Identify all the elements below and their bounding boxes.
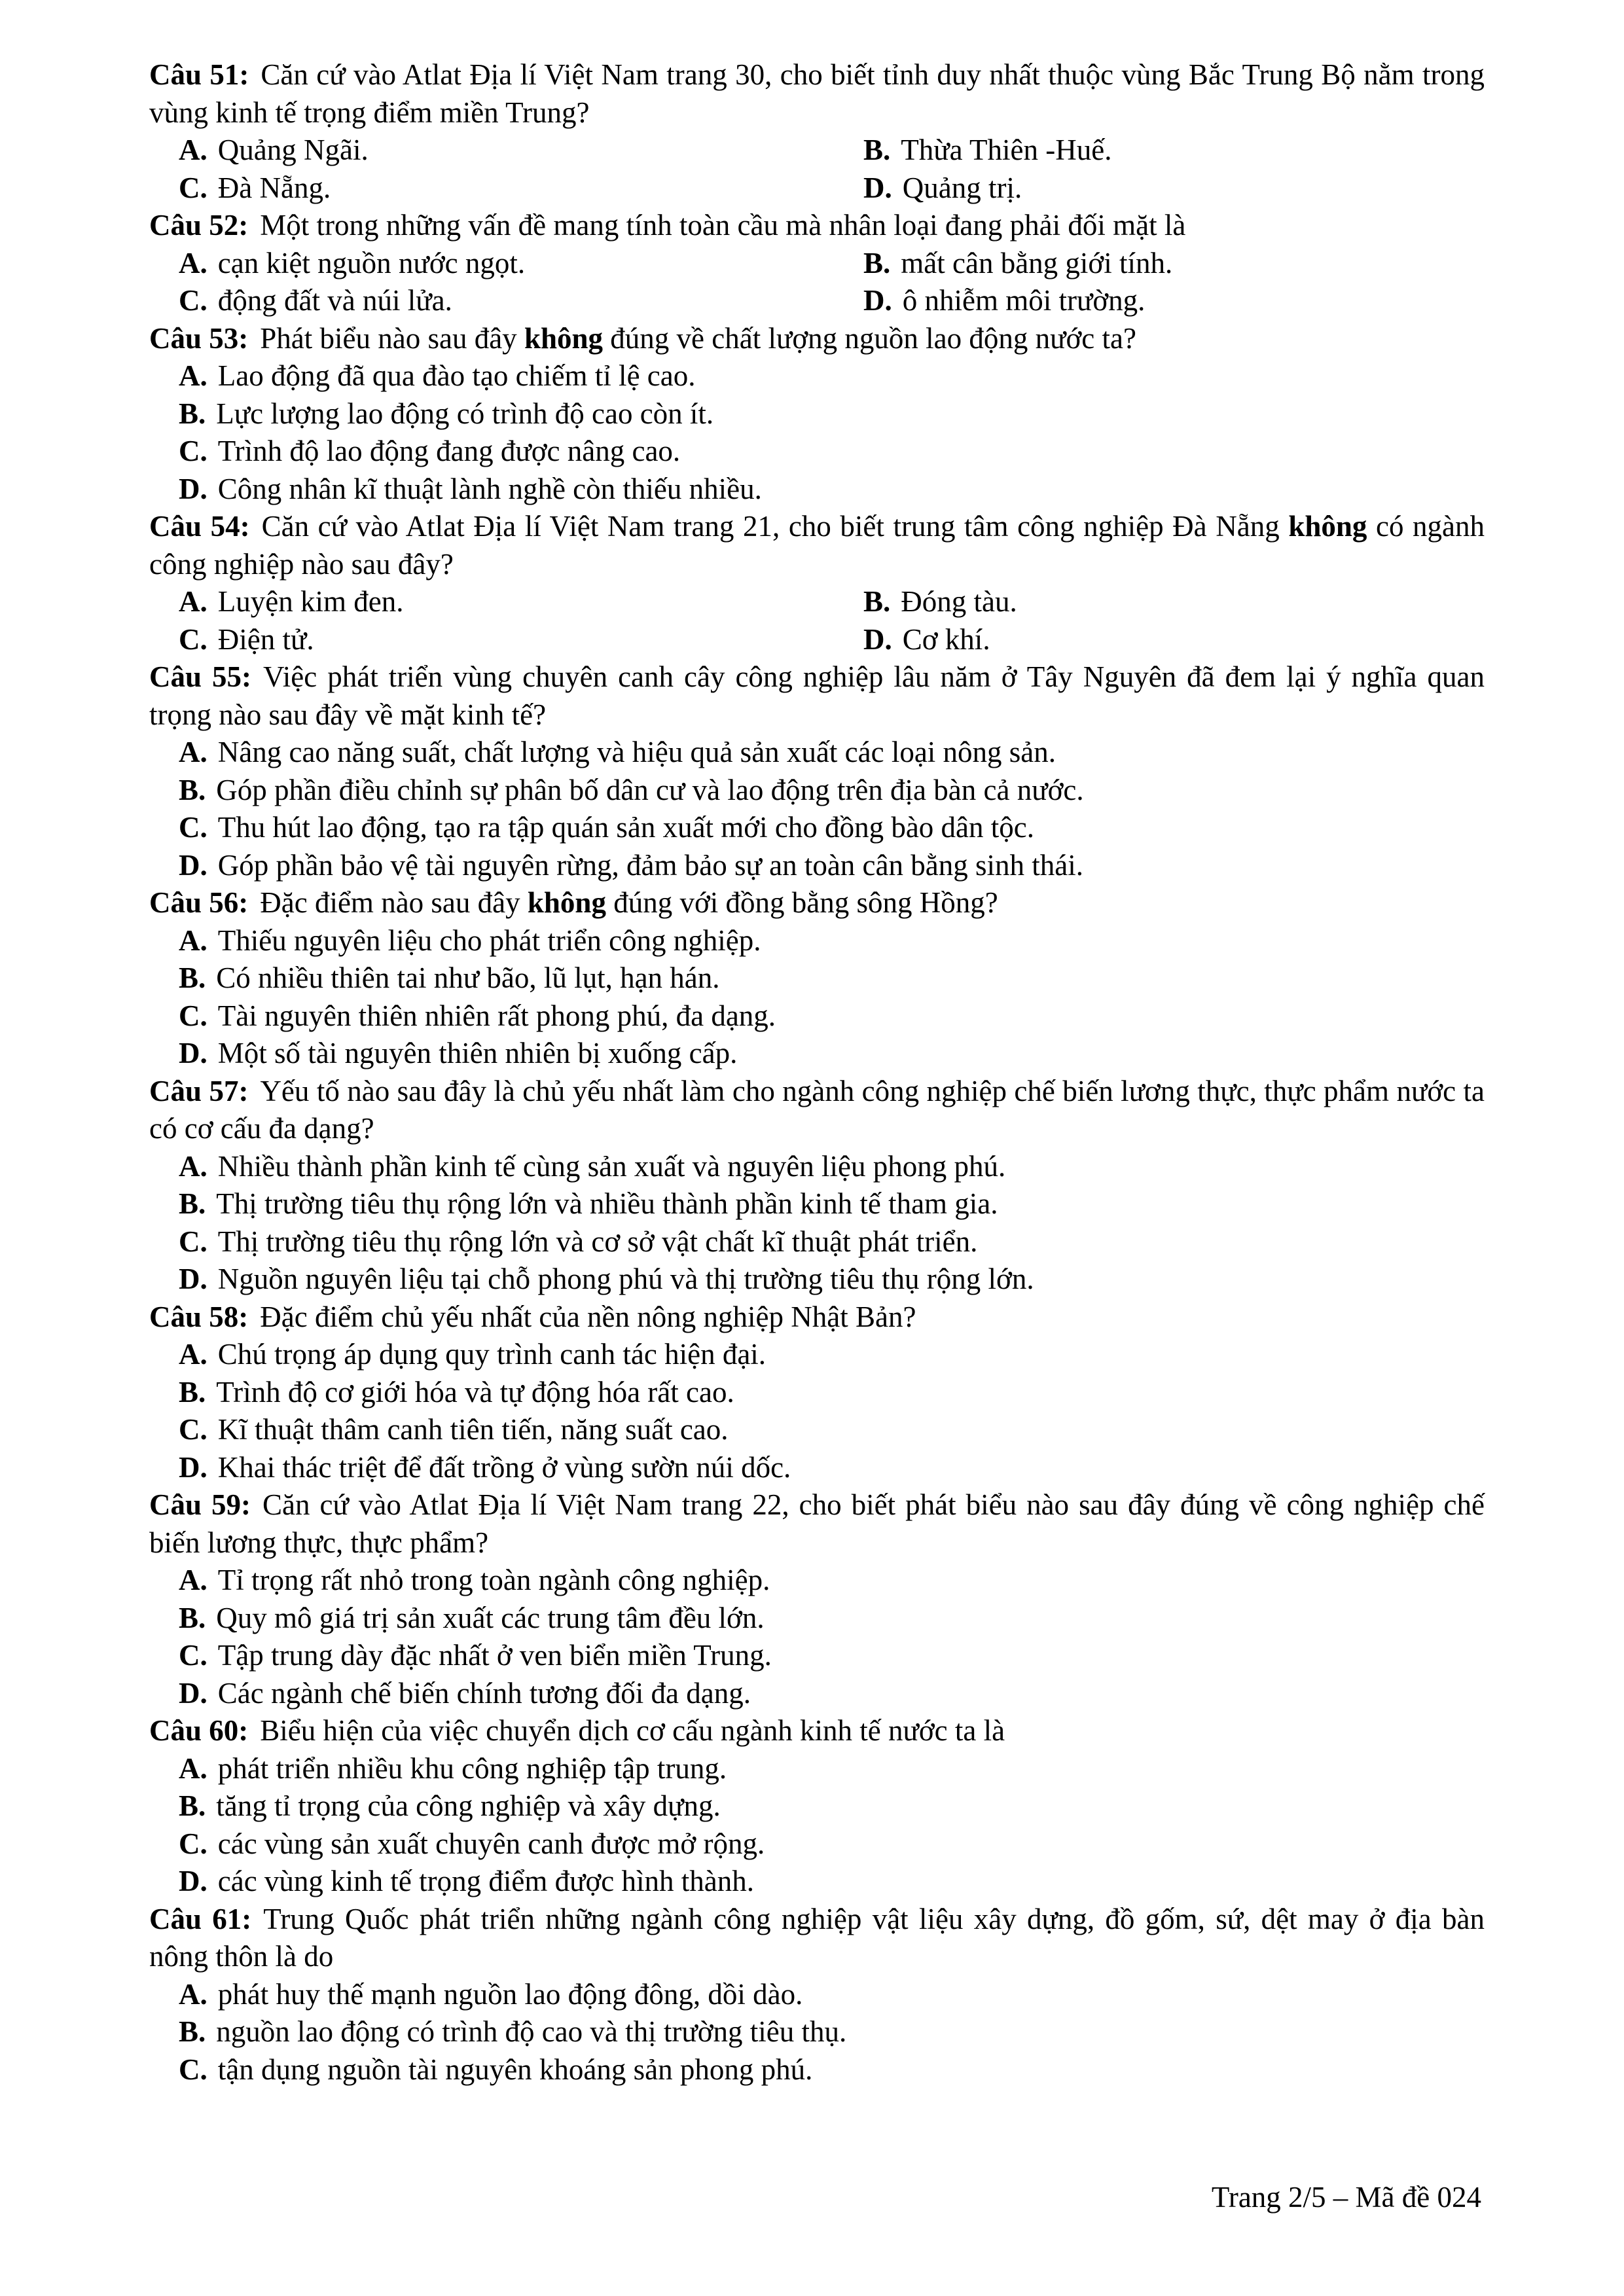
option-b: B. Góp phần điều chỉnh sự phân bố dân cư và lao động trên địa bàn cả nước. bbox=[179, 773, 1084, 806]
question-55 bbox=[149, 658, 1485, 884]
question-label: Câu 60: bbox=[149, 1714, 249, 1747]
option-a: A. Nhiều thành phần kinh tế cùng sản xuất và nguyên liệu phong phú. bbox=[179, 1149, 1006, 1183]
option-d: D. Quảng trị. bbox=[863, 171, 1022, 204]
option-c: C. Thu hút lao động, tạo ra tập quán sản xuất mới cho đồng bào dân tộc. bbox=[179, 811, 1035, 844]
option-d: D. Các ngành chế biến chính tương đối đa dạng. bbox=[179, 1676, 751, 1710]
answer-options bbox=[149, 922, 1485, 1073]
option-d: D. Một số tài nguyên thiên nhiên bị xuống cấp. bbox=[179, 1037, 738, 1069]
option-c: C. tận dụng nguồn tài nguyên khoáng sản phong phú. bbox=[179, 2053, 813, 2086]
answer-options bbox=[149, 132, 1485, 207]
option-b: B. Có nhiều thiên tai như bão, lũ lụt, hạn hán. bbox=[179, 961, 720, 994]
question-list bbox=[149, 56, 1485, 2089]
answer-options bbox=[149, 583, 1485, 658]
option-a: A. Quảng Ngãi. bbox=[179, 134, 369, 166]
option-c: C. Đà Nẵng. bbox=[179, 171, 331, 204]
question-52 bbox=[149, 207, 1485, 320]
question-stem-tail: đúng về chất lượng nguồn lao động nước ta? bbox=[610, 321, 1136, 355]
option-b: B. Thị trường tiêu thụ rộng lớn và nhiều thành phần kinh tế tham gia. bbox=[179, 1187, 998, 1220]
option-c: C. Thị trường tiêu thụ rộng lớn và cơ sở vật chất kĩ thuật phát triển. bbox=[179, 1225, 978, 1258]
option-a: A. Lao động đã qua đào tạo chiếm tỉ lệ cao. bbox=[179, 359, 696, 392]
option-c: C. Trình độ lao động đang được nâng cao. bbox=[179, 435, 681, 467]
option-b: B. Đóng tàu. bbox=[863, 585, 1017, 618]
option-a: A. cạn kiệt nguồn nước ngọt. bbox=[179, 246, 526, 279]
option-c: C. động đất và núi lửa. bbox=[179, 284, 452, 317]
option-d: D. Khai thác triệt để đất trồng ở vùng sườn núi dốc. bbox=[179, 1450, 791, 1484]
option-a: A. Thiếu nguyên liệu cho phát triển công nghiệp. bbox=[179, 924, 761, 957]
keyword-emphasis: không bbox=[527, 886, 606, 919]
option-c: C. Tài nguyên thiên nhiên rất phong phú, đa dạng. bbox=[179, 999, 776, 1032]
option-d: D. các vùng kinh tế trọng điểm được hình thành. bbox=[179, 1865, 755, 1897]
option-a: A. Chú trọng áp dụng quy trình canh tác hiện đại. bbox=[179, 1338, 767, 1371]
keyword-emphasis: không bbox=[524, 321, 604, 355]
question-label: Câu 53: bbox=[149, 321, 249, 355]
question-54 bbox=[149, 508, 1485, 658]
option-c: C. Kĩ thuật thâm canh tiên tiến, năng suất cao. bbox=[179, 1413, 729, 1446]
option-c: C. Điện tử. bbox=[179, 622, 314, 656]
question-stem-tail: đúng với đồng bằng sông Hồng? bbox=[613, 886, 998, 919]
option-c: C. Tập trung dày đặc nhất ở ven biển miền Trung. bbox=[179, 1639, 772, 1672]
option-d: D. ô nhiễm môi trường. bbox=[863, 284, 1146, 317]
question-label: Câu 54: bbox=[149, 510, 250, 543]
question-stem: Yếu tố nào sau đây là chủ yếu nhất làm cho ngành công nghiệp chế biến lương thực, thực phẩm nước ta có cơ cấu đa dạng? bbox=[149, 1074, 1485, 1145]
answer-options bbox=[149, 1562, 1485, 1712]
option-c: C. các vùng sản xuất chuyên canh được mở rộng. bbox=[179, 1827, 765, 1860]
option-a: A. phát triển nhiều khu công nghiệp tập trung. bbox=[179, 1751, 727, 1785]
question-53 bbox=[149, 320, 1485, 509]
answer-options bbox=[149, 357, 1485, 508]
question-label: Câu 61: bbox=[149, 1902, 252, 1935]
question-stem: Đặc điểm nào sau đây bbox=[260, 886, 520, 919]
question-59 bbox=[149, 1486, 1485, 1712]
question-label: Câu 55: bbox=[149, 660, 251, 693]
question-stem: Việc phát triển vùng chuyên canh cây công nghiệp lâu năm ở Tây Nguyên đã đem lại ý nghĩa quan trọng nào sau đây về mặt kinh tế? bbox=[149, 660, 1485, 731]
question-61 bbox=[149, 1901, 1485, 2089]
question-56 bbox=[149, 884, 1485, 1073]
option-d: D. Công nhân kĩ thuật lành nghề còn thiếu nhiều. bbox=[179, 472, 762, 505]
option-a: A. Tỉ trọng rất nhỏ trong toàn ngành công nghiệp. bbox=[179, 1564, 770, 1596]
question-stem: Biểu hiện của việc chuyển dịch cơ cấu ngành kinh tế nước ta là bbox=[260, 1714, 1005, 1747]
question-label: Câu 57: bbox=[149, 1074, 249, 1107]
question-stem: Đặc điểm chủ yếu nhất của nền nông nghiệp Nhật Bản? bbox=[260, 1300, 916, 1333]
question-stem: Phát biểu nào sau đây bbox=[260, 321, 517, 355]
question-label: Câu 59: bbox=[149, 1488, 251, 1521]
question-58 bbox=[149, 1299, 1485, 1487]
option-b: B. Thừa Thiên -Huế. bbox=[863, 134, 1112, 166]
option-b: B. Lực lượng lao động có trình độ cao còn ít. bbox=[179, 397, 714, 430]
question-51 bbox=[149, 56, 1485, 207]
answer-options bbox=[149, 1336, 1485, 1486]
answer-options bbox=[149, 1976, 1485, 2089]
question-stem-tail: có ngành công nghiệp nào sau đây? bbox=[149, 510, 1485, 581]
option-b: B. tăng tỉ trọng của công nghiệp và xây dựng. bbox=[179, 1789, 721, 1822]
answer-options bbox=[149, 734, 1485, 884]
question-stem: Căn cứ vào Atlat Địa lí Việt Nam trang 30, cho biết tỉnh duy nhất thuộc vùng Bắc Trung Bộ nằm trong vùng kinh tế trọng điểm miền Trung? bbox=[149, 58, 1485, 129]
question-label: Câu 58: bbox=[149, 1300, 249, 1333]
question-stem: Căn cứ vào Atlat Địa lí Việt Nam trang 22, cho biết phát biểu nào sau đây đúng về công nghiệp chế biến lương thực, thực phẩm? bbox=[149, 1488, 1485, 1559]
question-label: Câu 56: bbox=[149, 886, 249, 919]
option-b: B. Trình độ cơ giới hóa và tự động hóa rất cao. bbox=[179, 1375, 734, 1408]
option-b: B. nguồn lao động có trình độ cao và thị trường tiêu thụ. bbox=[179, 2015, 847, 2048]
option-b: B. Quy mô giá trị sản xuất các trung tâm đều lớn. bbox=[179, 1601, 765, 1634]
question-stem: Một trong những vấn đề mang tính toàn cầu mà nhân loại đang phải đối mặt là bbox=[260, 209, 1186, 242]
answer-options bbox=[149, 1148, 1485, 1299]
answer-options bbox=[149, 1750, 1485, 1901]
question-stem: Trung Quốc phát triển những ngành công nghiệp vật liệu xây dựng, đồ gốm, sứ, dệt may ở địa bàn nông thôn là do bbox=[149, 1902, 1485, 1973]
option-a: A. phát huy thế mạnh nguồn lao động đông, dồi dào. bbox=[179, 1977, 803, 2011]
page-footer: Trang 2/5 – Mã đề 024 bbox=[1211, 2181, 1481, 2214]
question-label: Câu 52: bbox=[149, 209, 249, 242]
question-60 bbox=[149, 1712, 1485, 1901]
option-d: D. Nguồn nguyên liệu tại chỗ phong phú và thị trường tiêu thụ rộng lớn. bbox=[179, 1263, 1034, 1295]
answer-options bbox=[149, 245, 1485, 320]
question-stem: Căn cứ vào Atlat Địa lí Việt Nam trang 21, cho biết trung tâm công nghiệp Đà Nẵng bbox=[261, 510, 1280, 543]
question-57 bbox=[149, 1073, 1485, 1299]
option-d: D. Góp phần bảo vệ tài nguyên rừng, đảm bảo sự an toàn cân bằng sinh thái. bbox=[179, 848, 1083, 882]
option-a: A. Nâng cao năng suất, chất lượng và hiệu quả sản xuất các loại nông sản. bbox=[179, 736, 1056, 768]
keyword-emphasis: không bbox=[1288, 510, 1367, 543]
question-label: Câu 51: bbox=[149, 58, 249, 91]
option-d: D. Cơ khí. bbox=[863, 622, 990, 656]
option-a: A. Luyện kim đen. bbox=[179, 585, 404, 618]
option-b: B. mất cân bằng giới tính. bbox=[863, 246, 1173, 279]
